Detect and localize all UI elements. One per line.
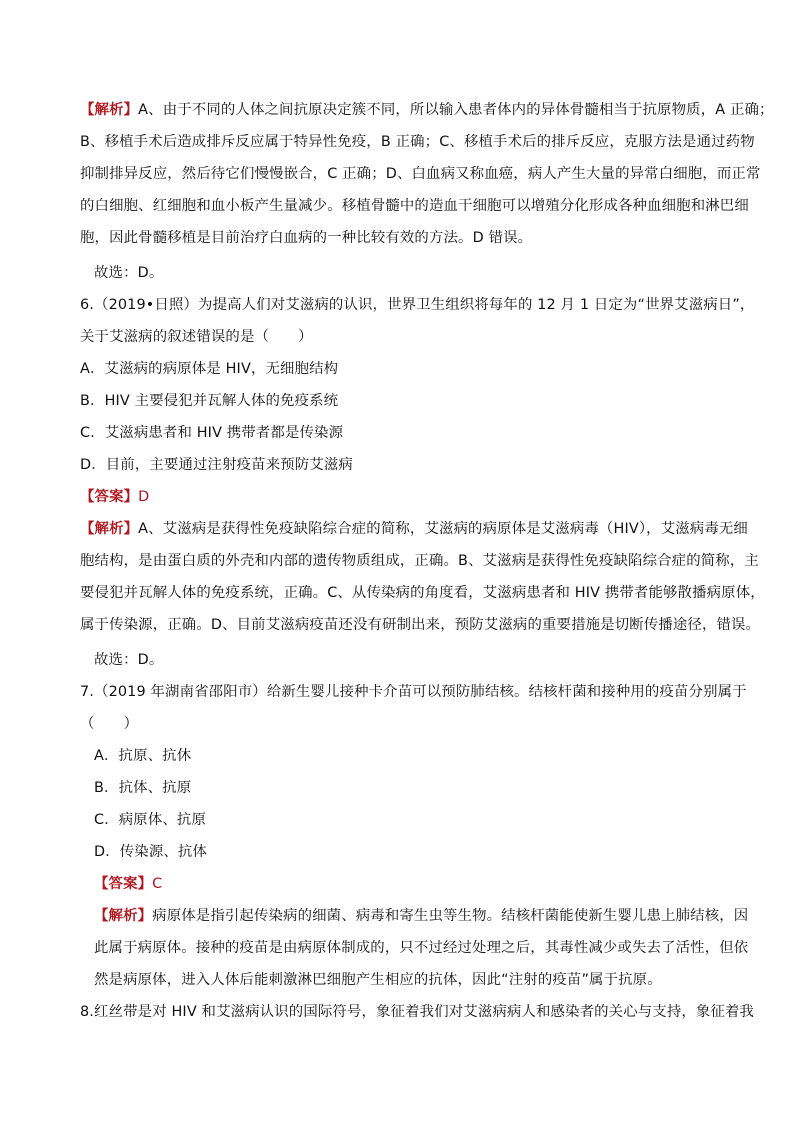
q7-answer xyxy=(94,874,162,894)
analysis-text: A、艾滋病是获得性免疫缺陷综合症的简称，艾滋病的病原体是艾滋病毒（HIV），艾滋病毒无细 xyxy=(138,521,748,537)
analysis-text: 病原体是指引起传染病的细菌、病毒和寄生虫等生物。结核杆菌能使新生婴儿患上肺结核，因 xyxy=(152,908,749,924)
q7-option-a: A．抗原、抗休 xyxy=(94,748,192,764)
q6-option-c: C．艾滋病患者和 HIV 携带者都是传染源 xyxy=(80,425,344,441)
q6-stem-line-1: 6.（2019•日照）为提高人们对艾滋病的认识，世界卫生组织将每年的 12 月 1 日定为“世界艾滋病日”， xyxy=(80,297,755,313)
answer-tag: 【答案】 xyxy=(94,876,153,892)
q6-analysis-line-4: 属于传染源，正确。D、目前艾滋病疫苗还没有研制出来，预防艾滋病的重要措施是切断传播途径，错误。 xyxy=(80,617,761,633)
q6-answer xyxy=(80,487,149,507)
q8-stem-line-1: 8.红丝带是对 HIV 和艾滋病认识的国际符号，象征着我们对艾滋病病人和感染者的关心与支持，象征着我 xyxy=(80,1004,755,1020)
q6-conclusion: 故选：D。 xyxy=(94,652,164,668)
analysis-tag: 【解析】 xyxy=(94,908,153,924)
q5-conclusion: 故选：D。 xyxy=(94,265,164,281)
q7-stem-line-2: （ ） xyxy=(80,716,139,732)
q6-analysis-line-3: 要侵犯并瓦解人体的免疫系统，正确。C、从传染病的角度看，艾滋病患者和 HIV 携带者能够散播病原体， xyxy=(80,585,765,601)
q7-stem-line-1: 7.（2019 年湖南省邵阳市）给新生婴儿接种卡介苗可以预防肺结核。结核杆菌和接种用的疫苗分别属于 xyxy=(80,684,747,700)
q7-option-d: D．传染源、抗体 xyxy=(94,844,208,860)
q5-analysis-line-4: 的白细胞、红细胞和血小板产生量减少。移植骨髓中的造血干细胞可以增殖分化形成各种血细胞和淋巴细 xyxy=(80,198,749,214)
q7-analysis-line-1 xyxy=(94,906,748,926)
q6-option-a: A．艾滋病的病原体是 HIV，无细胞结构 xyxy=(80,361,339,377)
q6-analysis-line-1 xyxy=(80,519,748,539)
q6-analysis-line-2: 胞结构，是由蛋白质的外壳和内部的遗传物质组成，正确。B、艾滋病是获得性免疫缺陷综合症的简称，主 xyxy=(80,553,759,569)
q7-option-b: B．抗体、抗原 xyxy=(94,780,192,796)
q6-stem-line-2: 关于艾滋病的叙述错误的是（ ） xyxy=(80,329,313,345)
q5-analysis-line-1 xyxy=(80,100,774,120)
answer-letter: D xyxy=(138,489,150,505)
q7-analysis-line-2: 此属于病原体。接种的疫苗是由病原体制成的，只不过经过处理之后，其毒性减少或失去了活性，但依 xyxy=(94,940,749,956)
q6-option-b: B．HIV 主要侵犯并瓦解人体的免疫系统 xyxy=(80,393,339,409)
analysis-text: A、由于不同的人体之间抗原决定簇不同，所以输入患者体内的异体骨髓相当于抗原物质，A 正确； xyxy=(138,102,774,118)
q7-analysis-line-3: 然是病原体，进入人体后能刺激淋巴细胞产生相应的抗体，因此“注射的疫苗”属于抗原。 xyxy=(94,972,662,988)
q6-option-d: D．目前，主要通过注射疫苗来预防艾滋病 xyxy=(80,457,353,473)
analysis-tag: 【解析】 xyxy=(80,521,139,537)
q5-analysis-line-3: 抑制排异反应，然后待它们慢慢嵌合，C 正确；D、白血病又称血癌，病人产生大量的异常白细胞，而正常 xyxy=(80,166,761,182)
analysis-tag: 【解析】 xyxy=(80,102,139,118)
q5-analysis-line-5: 胞，因此骨髓移植是目前治疗白血病的一种比较有效的方法。D 错误。 xyxy=(80,230,533,246)
answer-tag: 【答案】 xyxy=(80,489,139,505)
q7-option-c: C．病原体、抗原 xyxy=(94,812,206,828)
q5-analysis-line-2: B、移植手术后造成排斥反应属于特异性免疫，B 正确；C、移植手术后的排斥反应，克服方法是通过药物 xyxy=(80,134,755,150)
answer-letter: C xyxy=(152,876,163,892)
